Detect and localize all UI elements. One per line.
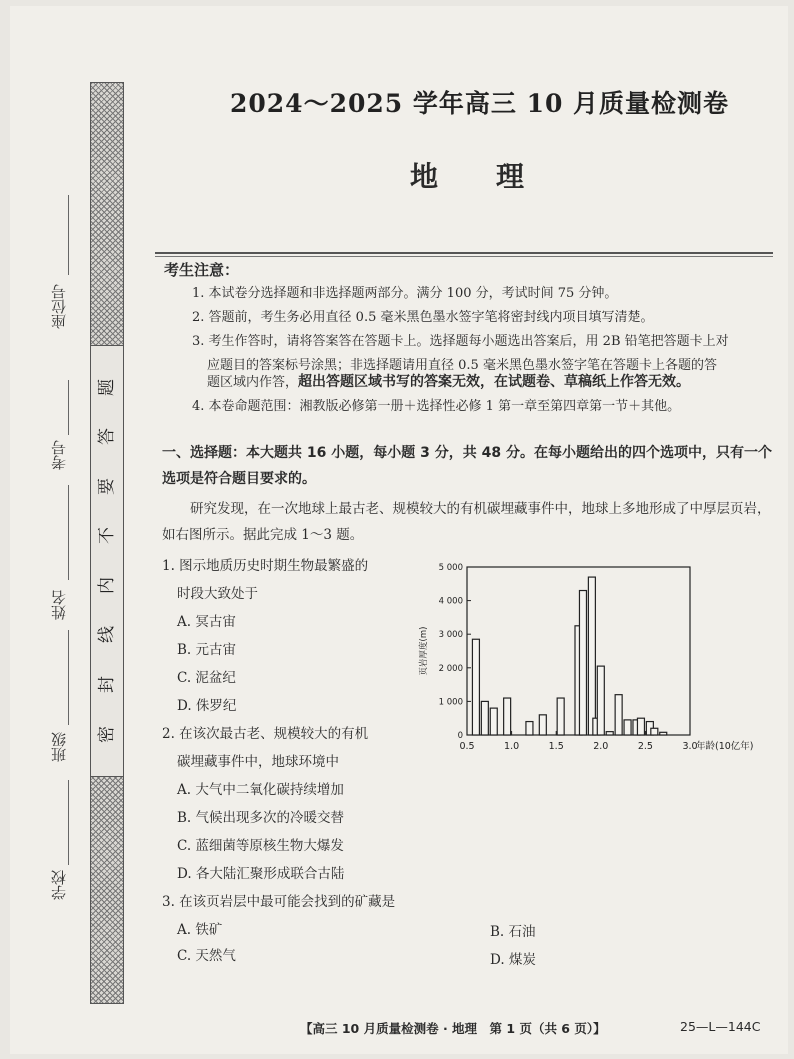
bar bbox=[651, 728, 658, 735]
question-3-stem: 3. 在该页岩层中最可能会找到的矿藏是 bbox=[162, 894, 396, 910]
x-tick-label: 2.0 bbox=[593, 741, 609, 752]
x-tick-label: 2.5 bbox=[637, 741, 653, 752]
bar bbox=[606, 732, 613, 735]
x-tick-label: 1.5 bbox=[548, 741, 564, 752]
question-1-option: D. 侏罗纪 bbox=[177, 698, 237, 714]
exam-title: 2024～2025 学年高三 10 月质量检测卷 bbox=[230, 89, 730, 118]
bar bbox=[660, 732, 667, 735]
seat-line bbox=[68, 195, 69, 275]
seal-char: 不 bbox=[97, 527, 117, 544]
header-rule bbox=[155, 252, 773, 254]
exam-no-label: 考号 bbox=[50, 440, 68, 470]
question-2-stem: 2. 在该次最古老、规模较大的有机 bbox=[162, 726, 369, 742]
question-2-option: B. 气候出现多次的冷暖交替 bbox=[177, 810, 345, 826]
notice-item-cont-line bbox=[207, 370, 782, 395]
header-rule-thin bbox=[155, 256, 773, 257]
name-label: 姓名 bbox=[50, 590, 68, 620]
question-3-option: C. 天然气 bbox=[177, 948, 236, 964]
seal-char: 内 bbox=[97, 577, 117, 594]
x-tick-label: 1.0 bbox=[504, 741, 520, 752]
page-footer: 【高三 10 月质量检测卷 · 地理 第 1 页（共 6 页）】 bbox=[300, 1021, 606, 1036]
x-tick-label: 3.0 bbox=[682, 741, 698, 752]
bar bbox=[504, 698, 511, 735]
shale-thickness-chart bbox=[412, 555, 754, 765]
bar bbox=[588, 577, 595, 735]
bar bbox=[579, 591, 586, 735]
bar bbox=[472, 639, 479, 735]
notice-item: 1. 本试卷分选择题和非选择题两部分。满分 100 分，考试时间 75 分钟。 bbox=[192, 286, 618, 301]
seat-label: 座位号 bbox=[50, 284, 68, 329]
y-tick-label: 5 000 bbox=[438, 563, 463, 573]
question-2-option: C. 蓝细菌等原核生物大爆发 bbox=[177, 838, 344, 854]
bar bbox=[481, 701, 488, 735]
bar bbox=[539, 715, 546, 735]
section-intro: 研究发现，在一次地球上最古老、规模较大的有机碳埋藏事件中，地球上多地形成了中厚层页岩，如右图所示。据此完成 1～3 题。 bbox=[162, 501, 771, 543]
question-2-option: D. 各大陆汇聚形成联合古陆 bbox=[177, 866, 345, 882]
bar bbox=[597, 666, 604, 735]
question-2-stem: 碳埋藏事件中，地球环境中 bbox=[177, 754, 339, 770]
question-1-stem: 1. 图示地质历史时期生物最繁盛的 bbox=[162, 558, 369, 574]
seal-line-box bbox=[90, 345, 124, 777]
y-tick-label: 0 bbox=[457, 731, 463, 741]
section-heading: 一、选择题：本大题共 16 小题，每小题 3 分，共 48 分。在每小题给出的四个选项中，只有一个选项是符合题目要求的。 bbox=[162, 445, 772, 487]
notice-item-cont: 题区域内作答， bbox=[207, 375, 299, 390]
seal-char: 封 bbox=[97, 676, 117, 693]
chart-svg bbox=[412, 555, 754, 765]
name-line bbox=[68, 485, 69, 580]
y-tick-label: 3 000 bbox=[438, 630, 463, 641]
bar bbox=[615, 695, 622, 735]
seal-char: 答 bbox=[97, 428, 117, 445]
school-line bbox=[68, 780, 69, 865]
paper-code: 25—L—144C bbox=[680, 1019, 761, 1034]
class-label: 班级 bbox=[50, 732, 68, 762]
bar bbox=[637, 718, 644, 735]
question-1-option: B. 元古宙 bbox=[177, 642, 237, 658]
y-tick-label: 1 000 bbox=[438, 697, 463, 708]
notice-item: 3. 考生作答时，请将答案答在答题卡上。选择题每小题选出答案后，用 2B 铅笔把答题卡上对 bbox=[192, 334, 729, 349]
notice-item-cont: 应题目的答案标号涂黑；非选择题请用直径 0.5 毫米黑色墨水签字笔在答题卡上各题的答 bbox=[207, 358, 717, 373]
question-1-stem: 时段大致处于 bbox=[177, 586, 258, 602]
seal-char: 题 bbox=[97, 379, 117, 396]
question-3-option: B. 石油 bbox=[490, 924, 536, 940]
question-1-option: A. 冥古宙 bbox=[177, 614, 236, 630]
seal-char: 要 bbox=[97, 478, 117, 495]
school-label: 学校 bbox=[50, 870, 68, 900]
question-2-option: A. 大气中二氧化碳持续增加 bbox=[177, 782, 344, 798]
exam-no-line bbox=[68, 380, 69, 435]
subject-title: 地理 bbox=[410, 160, 583, 193]
y-axis-label: 页岩厚度(m) bbox=[419, 626, 429, 676]
notice-title: 考生注意： bbox=[164, 261, 240, 279]
x-tick-label: 0.5 bbox=[459, 741, 475, 752]
y-tick-label: 2 000 bbox=[438, 663, 463, 674]
notice-emphasis: 超出答题区域书写的答案无效，在试题卷、草稿纸上作答无效。 bbox=[298, 374, 691, 390]
notice-item: 2. 答题前，考生务必用直径 0.5 毫米黑色墨水签字笔将密封线内项目填写清楚。 bbox=[192, 310, 654, 325]
class-line bbox=[68, 630, 69, 725]
bar bbox=[557, 698, 564, 735]
bar bbox=[490, 708, 497, 735]
seal-char: 密 bbox=[97, 726, 117, 743]
question-3-option: D. 煤炭 bbox=[490, 952, 536, 968]
question-1-option: C. 泥盆纪 bbox=[177, 670, 236, 686]
y-tick-label: 4 000 bbox=[438, 596, 463, 607]
bar bbox=[526, 722, 533, 735]
x-axis-label: 年龄(10亿年) bbox=[696, 741, 754, 752]
bar bbox=[624, 720, 631, 735]
seal-char: 线 bbox=[97, 626, 117, 643]
notice-item: 4. 本卷命题范围：湘教版必修第一册＋选择性必修 1 第一章至第四章第一节＋其他。 bbox=[192, 399, 681, 414]
question-3-option: A. 铁矿 bbox=[177, 922, 223, 938]
